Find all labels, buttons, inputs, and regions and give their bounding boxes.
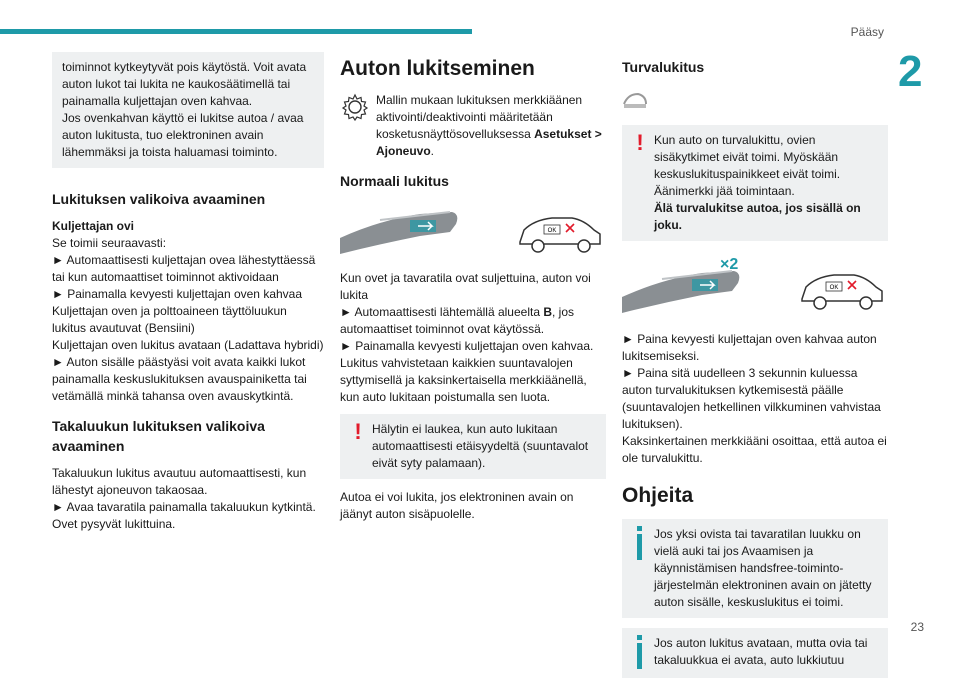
tip-box-1 [622,519,888,618]
press-twice-label: ×2 [720,256,739,274]
car-ok-label: OK [829,285,839,292]
heading-locking: Auton lukitseminen [340,57,535,80]
deadlock-body: ► Paina kevyesti kuljettajan oven kahvaa auton lukitsemiseksi. ► Paina sitä uudelleen 3 sekunnin kuluessa auton turvalukituksen kytkemisestä päälle (suuntavalojen hetkellinen vilkkuminen vahvistaa lukituksen). Kaksinkertainen merkkiääni osoittaa, että autoa ei ole turvalukittu. [622,332,887,466]
car-locked-image [514,202,606,258]
header-accent-bar [0,29,472,34]
column-1 [52,52,324,533]
car-locked-image [796,259,888,315]
info-icon [632,635,648,671]
intro-text: toiminnot kytkeytyvät pois käytöstä. Voit avata auton lukot tai lukita ne kaukosäätimellä tai painamalla kuljettajan oven kahvaa. Jos ovenkahvan käyttö ei lukitse autoa / avaa auton lukitusta, tuo elektroninen avain lähemmäksi ja toista haluamasi toiminto. [62,60,307,160]
chapter-number: 2 [898,47,923,96]
normal-locking-illustration [340,200,606,260]
normal-locking-body: Kun ovet ja tavaratila ovat suljettuina, auton voi lukita ► Automaattisesti lähtemällä alueelta B, jos automaattiset toiminnot ovat käytössä. ► Painamalla kevyesti kuljettajan oven kahvaa. Lukitus vahvistetaan kaikkien suuntavalojen syttymisellä ja kaksinkertaisella merkkiäänellä, kun auto lukitaan poistumalla sen luota. [340,270,594,405]
column-3 [622,52,888,678]
heading-deadlocking: Turvalukitus [622,59,705,75]
info-icon [632,526,648,562]
tip-box-2 [622,628,888,678]
gear-icon [340,92,370,122]
door-handle-image [340,200,460,260]
door-handle-image [622,257,742,317]
section-title: Pääsy [850,25,884,39]
heading-tips: Ohjeita [622,484,694,508]
deadlock-icon [622,90,648,112]
warning-icon: ! [636,129,644,155]
column-2 [340,52,606,523]
settings-note [340,92,606,160]
heading-selective-unlocking: Lukituksen valikoiva avaaminen [52,191,266,208]
page-number: 23 [910,619,924,634]
warning-icon: ! [354,419,362,445]
alarm-warning-box [340,414,606,479]
deadlock-warning-bold: Älä turvalukitse autoa, jos sisällä on joku. [654,201,861,233]
intro-box [52,52,324,168]
alarm-warning-text: Hälytin ei laukea, kun auto lukitaan automaattisesti etäisyydeltä (suuntavalot eivät syty palamaan). [372,422,589,471]
deadlock-warning-text: Kun auto on turvalukittu, ovien sisäkytkimet eivät toimi. Myöskään keskuslukituspainikkeet eivät toimi. Äänimerkki jää toimintaan. [654,132,841,198]
deadlock-warning-box [622,125,888,241]
deadlock-illustration [622,257,888,317]
settings-note-text: Mallin mukaan lukituksen merkkiäänen aktivointi/deaktivointi määritetään kosketusnäyttösovelluksessa Asetukset > Ajoneuvo. [376,92,602,158]
closing-text: Autoa ei voi lukita, jos elektroninen avain on jäänyt auton sisäpuolelle. [340,490,574,522]
driver-door-label: Kuljettajan ovi [52,219,135,234]
selective-body: Se toimii seuraavasti: ► Automaattisesti kuljettajan ovea lähestyttäessä tai kun automaattiset toiminnot aktivoidaan ► Painamalla kevyesti kuljettajan oven kahvaa Kuljettajan oven ja polttoaineen täyttöluukun lukitus avautuvat (Bensiini) Kuljettajan oven lukitus avataan (Ladattava hybridi) ► Auton sisälle päästyäsi voit avata kaikki lukot painamalla keskuslukituksen avauspainiketta tai vetämällä minkä tahansa oven avauskytkintä. [52,236,324,404]
heading-boot-unlocking: Takaluukun lukituksen valikoiva avaaminen [52,418,265,455]
tip-2-text: Jos auton lukitus avataan, mutta ovia tai takaluukkua ei avata, auto lukkiutuu [654,636,868,668]
heading-normal-locking: Normaali lukitus [340,172,449,189]
boot-body: Takaluukun lukitus avautuu automaattisesti, kun lähestyt ajoneuvon takaosaa. ► Avaa tavaratila painamalla takaluukun kytkintä. Ovet pysyvät lukittuina. [52,466,316,532]
car-ok-label: OK [547,227,557,234]
tip-1-text: Jos yksi ovista tai tavaratilan luukku on vielä auki tai jos Avaamisen ja käynnistämisen handsfree-toiminto-järjestelmän elektroninen avain on jätetty auton sisälle, keskuslukitus ei toimi. [654,527,872,610]
